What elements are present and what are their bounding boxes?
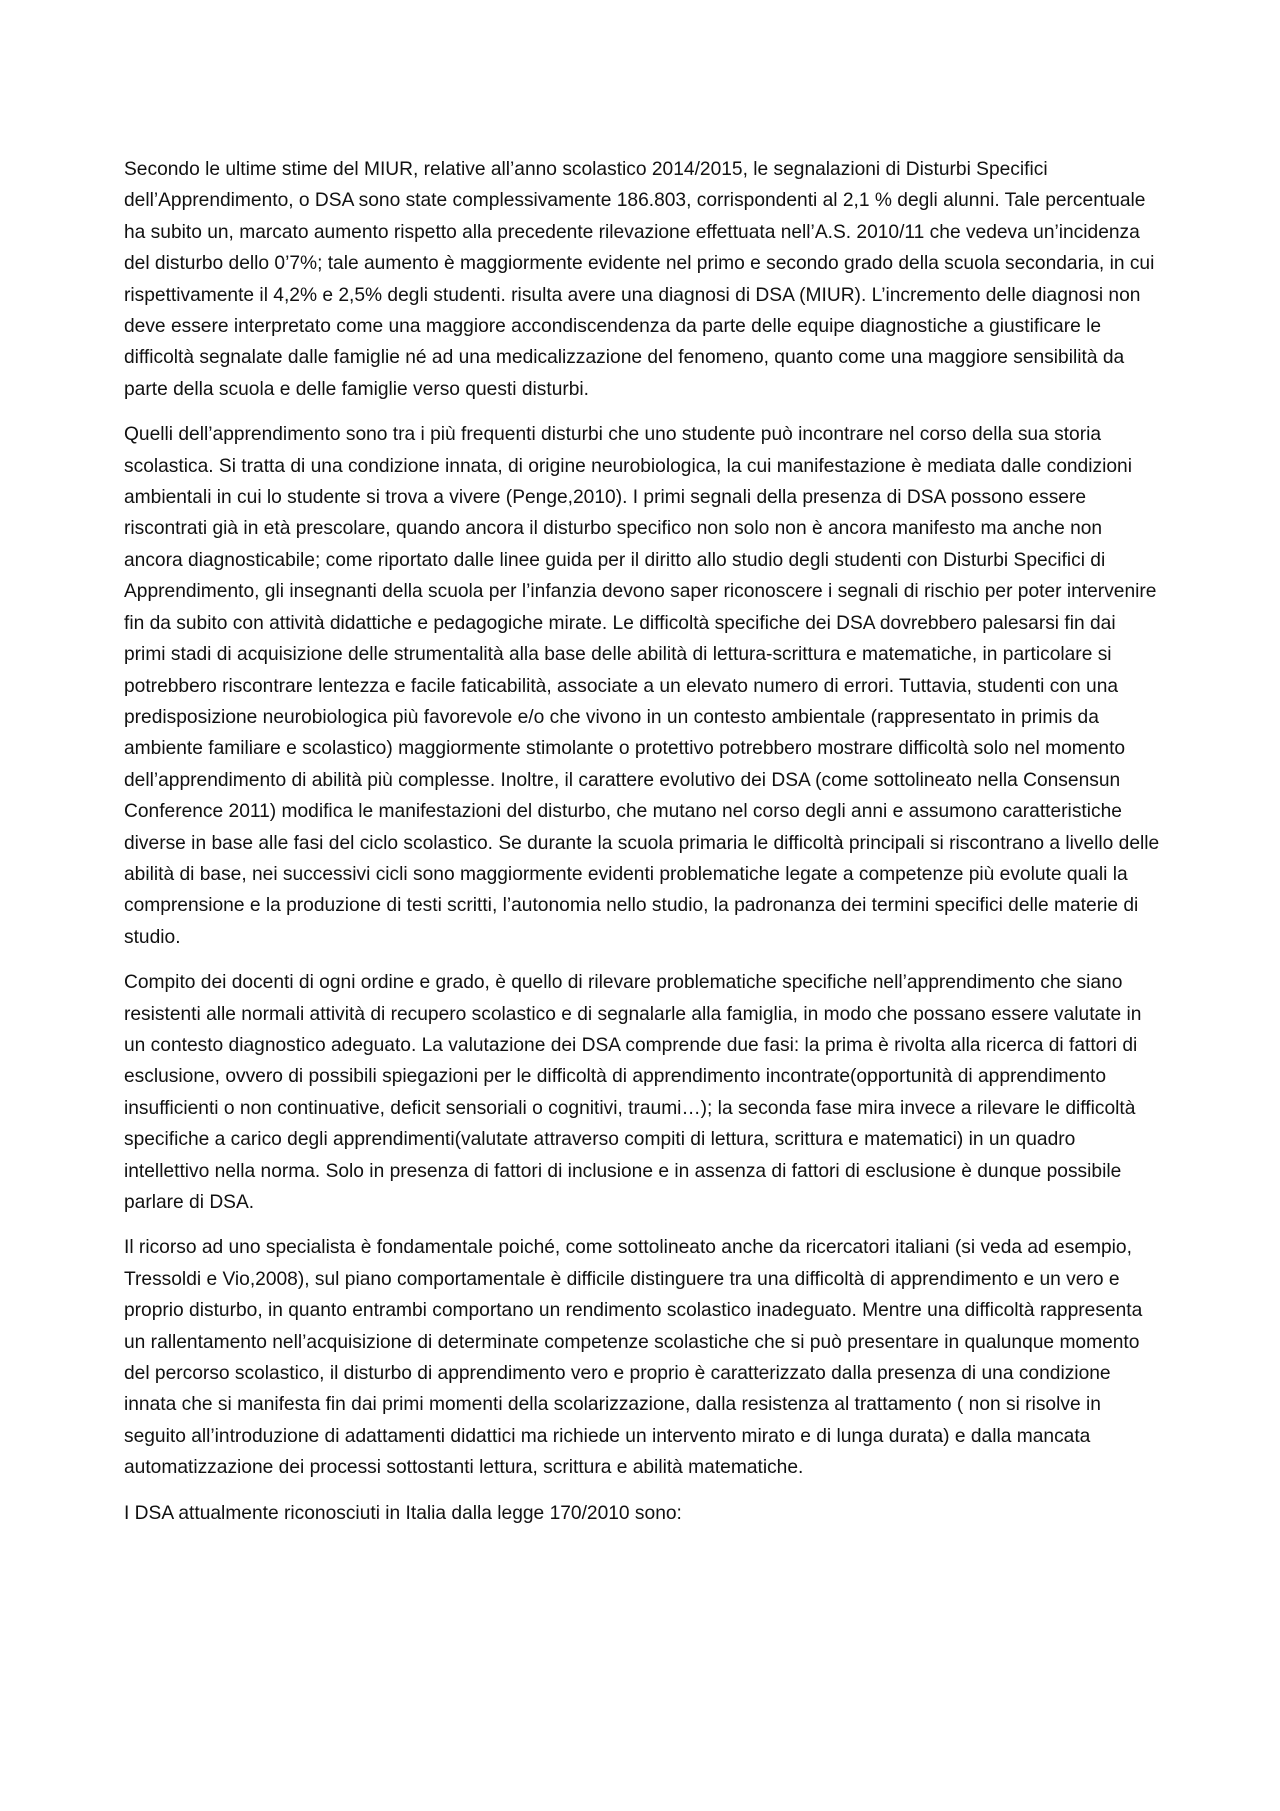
paragraph-teachers-role: Compito dei docenti di ogni ordine e grado, è quello di rilevare problematiche specifiche nell’apprendimento che siano resistenti alle normali attività di recupero scolastico e di segnalarle alla famiglia, in modo che possano essere valutate in un contesto diagnostico adeguato. La valutazione dei DSA comprende due fasi: la prima è rivolta alla ricerca di fattori di esclusione, ovvero di possibili spiegazioni per le difficoltà di apprendimento incontrate(opportunità di apprendimento insufficienti o non continuative, deficit sensoriali o cognitivi, traumi…); la seconda fase mira invece a rilevare le difficoltà specifiche a carico degli apprendimenti(valutate attraverso compiti di lettura, scrittura e matematici) in un quadro intellettivo nella norma. Solo in presenza di fattori di inclusione e in assenza di fattori di esclusione è dunque possibile parlare di DSA. [124,972,1142,1213]
paragraph-law-170: I DSA attualmente riconosciuti in Italia dalla legge 170/2010 sono: [124,1502,682,1524]
paragraph-miur-statistics: Secondo le ultime stime del MIUR, relative all’anno scolastico 2014/2015, le segnalazioni di Disturbi Specifici dell’Apprendimento, o DSA sono state complessivamente 186.803, corrispondenti al 2,1 % degli alunni. Tale percentuale ha subito un, marcato aumento rispetto alla precedente rilevazione effettuata nell’A.S. 2010/11 che vedeva un’incidenza del disturbo dello 0’7%; tale aumento è maggiormente evidente nel primo e secondo grado della scuola secondaria, in cui rispettivamente il 4,2% e 2,5% degli studenti. risulta avere una diagnosi di DSA (MIUR). L’incremento delle diagnosi non deve essere interpretato come una maggiore accondiscendenza da parte delle equipe diagnostiche a giustificare le difficoltà segnalate dalle famiglie né ad una medicalizzazione del fenomeno, quanto come una maggiore sensibilità da parte della scuola e delle famiglie verso questi disturbi. [124,159,1155,400]
document-body [124,154,1160,1543]
paragraph-learning-disorders: Quelli dell’apprendimento sono tra i più frequenti disturbi che uno studente può incontrare nel corso della sua storia scolastica. Si tratta di una condizione innata, di origine neurobiologica, la cui manifestazione è mediata dalle condizioni ambientali in cui lo studente si trova a vivere (Penge,2010). I primi segnali della presenza di DSA possono essere riscontrati già in età prescolare, quando ancora il disturbo specifico non solo non è ancora manifesto ma anche non ancora diagnosticabile; come riportato dalle linee guida per il diritto allo studio degli studenti con Disturbi Specifici di Apprendimento, gli insegnanti della scuola per l’infanzia devono saper riconoscere i segnali di rischio per poter intervenire fin da subito con attività didattiche e pedagogiche mirate. Le difficoltà specifiche dei DSA dovrebbero palesarsi fin dai primi stadi di acquisizione delle strumentalità alla base delle abilità di lettura-scrittura e matematiche, in particolare si potrebbero riscontrare lentezza e facile faticabilità, associate a un elevato numero di errori. Tuttavia, studenti con una predisposizione neurobiologica più favorevole e/o che vivono in un contesto ambientale (rappresentato in primis da ambiente familiare e scolastico) maggiormente stimolante o protettivo potrebbero mostrare difficoltà solo nel momento dell’apprendimento di abilità più complesse. Inoltre, il carattere evolutivo dei DSA (come sottolineato nella Consensun Conference 2011) modifica le manifestazioni del disturbo, che mutano nel corso degli anni e assumono caratteristiche diverse in base alle fasi del ciclo scolastico. Se durante la scuola primaria le difficoltà principali si riscontrano a livello delle abilità di base, nei successivi cicli sono maggiormente evidenti problematiche legate a competenze più evolute quali la comprensione e la produzione di testi scritti, l’autonomia nello studio, la padronanza dei termini specifici delle materie di studio. [124,424,1160,948]
paragraph-specialist: Il ricorso ad uno specialista è fondamentale poiché, come sottolineato anche da ricercatori italiani (si veda ad esempio, Tressoldi e Vio,2008), sul piano comportamentale è difficile distinguere tra una difficoltà di apprendimento e un vero e proprio disturbo, in quanto entrambi comportano un rendimento scolastico inadeguato. Mentre una difficoltà rappresenta un rallentamento nell’acquisizione di determinate competenze scolastiche che si può presentare in qualunque momento del percorso scolastico, il disturbo di apprendimento vero e proprio è caratterizzato dalla presenza di una condizione innata che si manifesta fin dai primi momenti della scolarizzazione, dalla resistenza al trattamento ( non si risolve in seguito all’introduzione di adattamenti didattici ma richiede un intervento mirato e di lunga durata) e dalla mancata automatizzazione dei processi sottostanti lettura, scrittura e abilità matematiche. [124,1237,1143,1479]
